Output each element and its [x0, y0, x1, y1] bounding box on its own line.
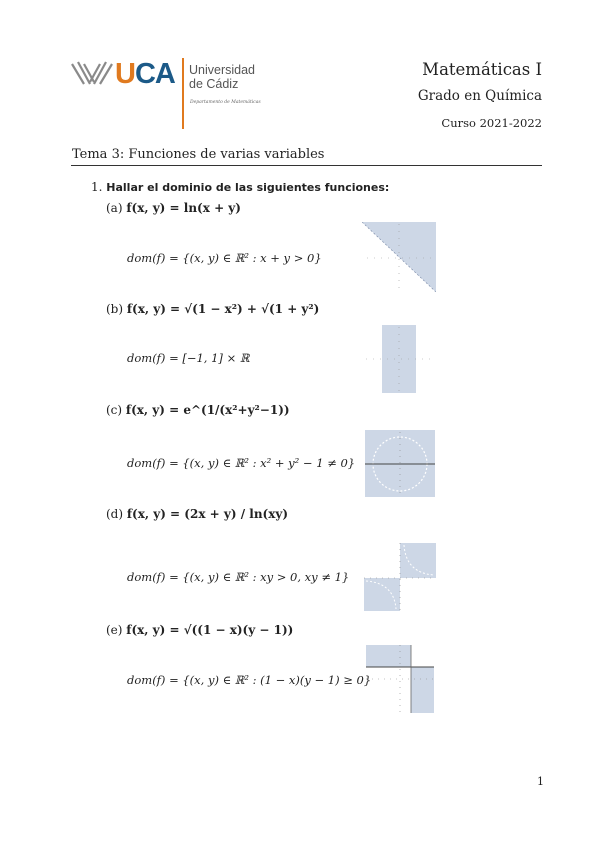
part-d: (d) f(x, y) = (2x + y) / ln(xy)	[106, 507, 289, 521]
plot-e	[366, 645, 434, 713]
part-e: (e) f(x, y) = √((1 − x)(y − 1))	[106, 623, 294, 637]
function-d: f(x, y) = (2x + y) / ln(xy)	[126, 507, 289, 521]
function-e: f(x, y) = √((1 − x)(y − 1))	[126, 623, 294, 637]
page-number: 1	[537, 775, 544, 788]
domain-region	[362, 222, 436, 292]
domain-a: dom(f) = {(x, y) ∈ ℝ² : x + y > 0}	[127, 251, 322, 265]
department-name: Departamento de Matemáticas	[190, 100, 261, 105]
header-rule	[71, 165, 542, 166]
uca-logo: UCA	[115, 58, 175, 90]
course-title: Matemáticas I	[422, 60, 542, 79]
domain-region-q1	[400, 543, 436, 578]
logo-divider	[182, 58, 184, 129]
plot-d	[364, 543, 436, 611]
domain-d: dom(f) = {(x, y) ∈ ℝ² : xy > 0, xy ≠ 1}	[127, 570, 350, 584]
part-a: (a) f(x, y) = ln(x + y)	[106, 201, 241, 215]
university-name: Universidad de Cádiz	[189, 63, 256, 91]
part-b: (b) f(x, y) = √(1 − x²) + √(1 + y²)	[106, 302, 320, 316]
plot-a	[362, 222, 436, 292]
domain-e: dom(f) = {(x, y) ∈ ℝ² : (1 − x)(y − 1) ≥ 0}	[127, 673, 372, 687]
function-c: f(x, y) = e^(1/(x²+y²−1))	[125, 403, 290, 417]
part-c: (c) f(x, y) = e^(1/(x²+y²−1))	[106, 403, 290, 417]
domain-b: dom(f) = [−1, 1] × ℝ	[127, 351, 250, 365]
question-title: 1. Hallar el dominio de las siguientes funciones:	[91, 180, 390, 194]
domain-region-upper-left	[366, 645, 411, 667]
course-year: Curso 2021-2022	[441, 116, 542, 130]
function-b: f(x, y) = √(1 − x²) + √(1 + y²)	[126, 302, 320, 316]
function-a: f(x, y) = ln(x + y)	[126, 201, 241, 215]
university-emblem-icon	[70, 58, 114, 88]
domain-region-lower-right	[411, 667, 434, 713]
plot-b	[362, 325, 436, 393]
topic-title: Tema 3: Funciones de varias variables	[72, 147, 325, 162]
domain-region-q3	[364, 578, 400, 611]
plot-c	[365, 430, 435, 497]
degree-name: Grado en Química	[417, 88, 542, 104]
domain-c: dom(f) = {(x, y) ∈ ℝ² : x² + y² − 1 ≠ 0}	[127, 456, 356, 470]
